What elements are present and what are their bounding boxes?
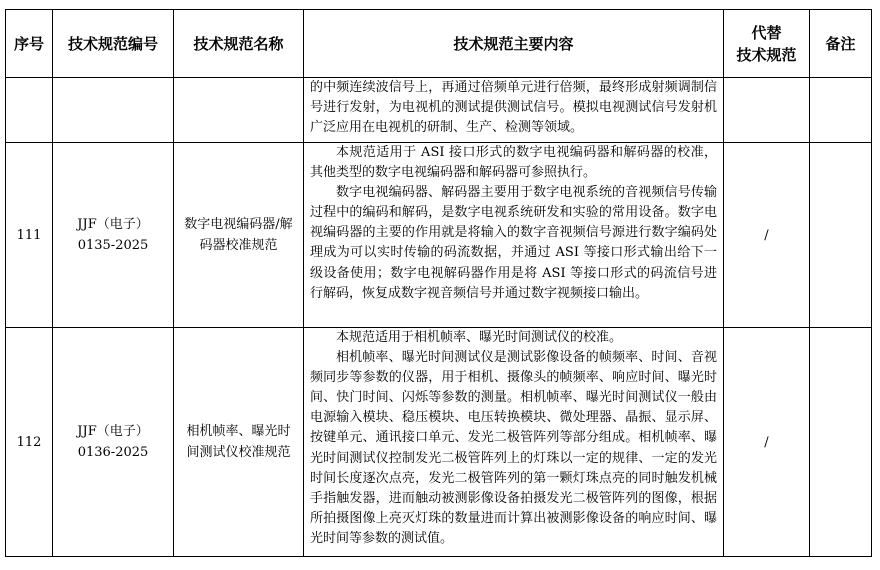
cell-code-line1: JJF（电子） <box>77 424 149 439</box>
cell-content <box>304 328 724 557</box>
table-row <box>6 328 872 557</box>
table-row <box>6 78 872 143</box>
header-row <box>6 10 872 78</box>
cell-name-line2: 间测试仪校准规范 <box>186 445 291 460</box>
standards-table <box>5 9 872 557</box>
cell-replaces <box>724 78 810 143</box>
cell-name <box>174 78 304 143</box>
header-index: 序号 <box>6 10 53 78</box>
cell-code-line2: 0136-2025 <box>77 445 149 460</box>
header-content: 技术规范主要内容 <box>304 10 724 78</box>
cell-name <box>174 328 304 557</box>
content-paragraph: 的中频连续波信号上，再通过倍频单元进行倍频，最终形成射频调制信号进行发射，为电视机的测试提供测试信号。模拟电视测试信号发射机广泛应用在电视机的研制、生产、检测等领域。 <box>310 80 717 136</box>
cell-name <box>174 143 304 328</box>
table-row <box>6 143 872 328</box>
content-paragraph: 本规范适用于 ASI 接口形式的数字电视编码器和解码器的校准，其他类型的数字电视编码器和解码器可参照执行。 <box>310 145 717 181</box>
cell-replaces: / <box>724 143 810 328</box>
cell-remarks <box>810 78 872 143</box>
cell-index: 112 <box>6 328 53 557</box>
cell-code <box>53 328 174 557</box>
cell-remarks <box>810 143 872 328</box>
cell-index: 111 <box>6 143 53 328</box>
cell-index <box>6 78 53 143</box>
cell-replaces: / <box>724 328 810 557</box>
cell-code-line2: 0135-2025 <box>77 238 149 253</box>
header-code: 技术规范编号 <box>53 10 174 78</box>
header-replaces <box>724 10 810 78</box>
header-replaces-line1: 代替 <box>751 23 782 42</box>
cell-name-line1: 数字电视编码器/解 <box>184 217 293 232</box>
header-remarks: 备注 <box>810 10 872 78</box>
cell-content <box>304 143 724 328</box>
cell-code-line1: JJF（电子） <box>77 217 149 232</box>
cell-remarks <box>810 328 872 557</box>
cell-code <box>53 78 174 143</box>
content-paragraph: 本规范适用于相机帧率、曝光时间测试仪的校准。 <box>336 330 623 345</box>
header-name: 技术规范名称 <box>174 10 304 78</box>
cell-name-line1: 相机帧率、曝光时 <box>186 424 291 439</box>
cell-name-line2: 码器校准规范 <box>199 238 278 253</box>
cell-content <box>304 78 724 143</box>
cell-code <box>53 143 174 328</box>
header-replaces-line2: 技术规范 <box>736 45 797 64</box>
content-paragraph: 数字电视编码器、解码器主要用于数字电视系统的音视频信号传输过程中的编码和解码，是数字电视系统研发和实验的常用设备。数字电视编码器的主要的作用就是将输入的数字音视频信号源进行数字编码处理成为可以实时传输的码流数据，并通过 ASI 等接口形式输出给下一级设备使用；数字电视解码器作用是将 ASI 等接口形式的码流信号进行解码，恢复成数字视音频信号并通过数字视频接口输出。 <box>310 185 717 301</box>
content-paragraph: 相机帧率、曝光时间测试仪是测试影像设备的帧频率、时间、音视频同步等参数的仪器，用于相机、摄像头的帧频率、响应时间、曝光时间、快门时间、闪烁等参数的测量。相机帧率、曝光时间测试仪一般由电源输入模块、稳压模块、电压转换模块、微处理器、晶振、显示屏、按键单元、通讯接口单元、发光二极管阵列等部分组成。相机帧率、曝光时间测试仪控制发光二极管阵列上的灯珠以一定的规律、一定的发光时间长度逐次点亮，发光二极管阵列的第一颗灯珠点亮的同时触发机械手指触发器，进而触动被测影像设备拍摄发光二极管阵列的图像，根据所拍摄图像上亮灭灯珠的数量进而计算出被测影像设备的响应时间、曝光时间等参数的测试值。 <box>310 350 717 546</box>
